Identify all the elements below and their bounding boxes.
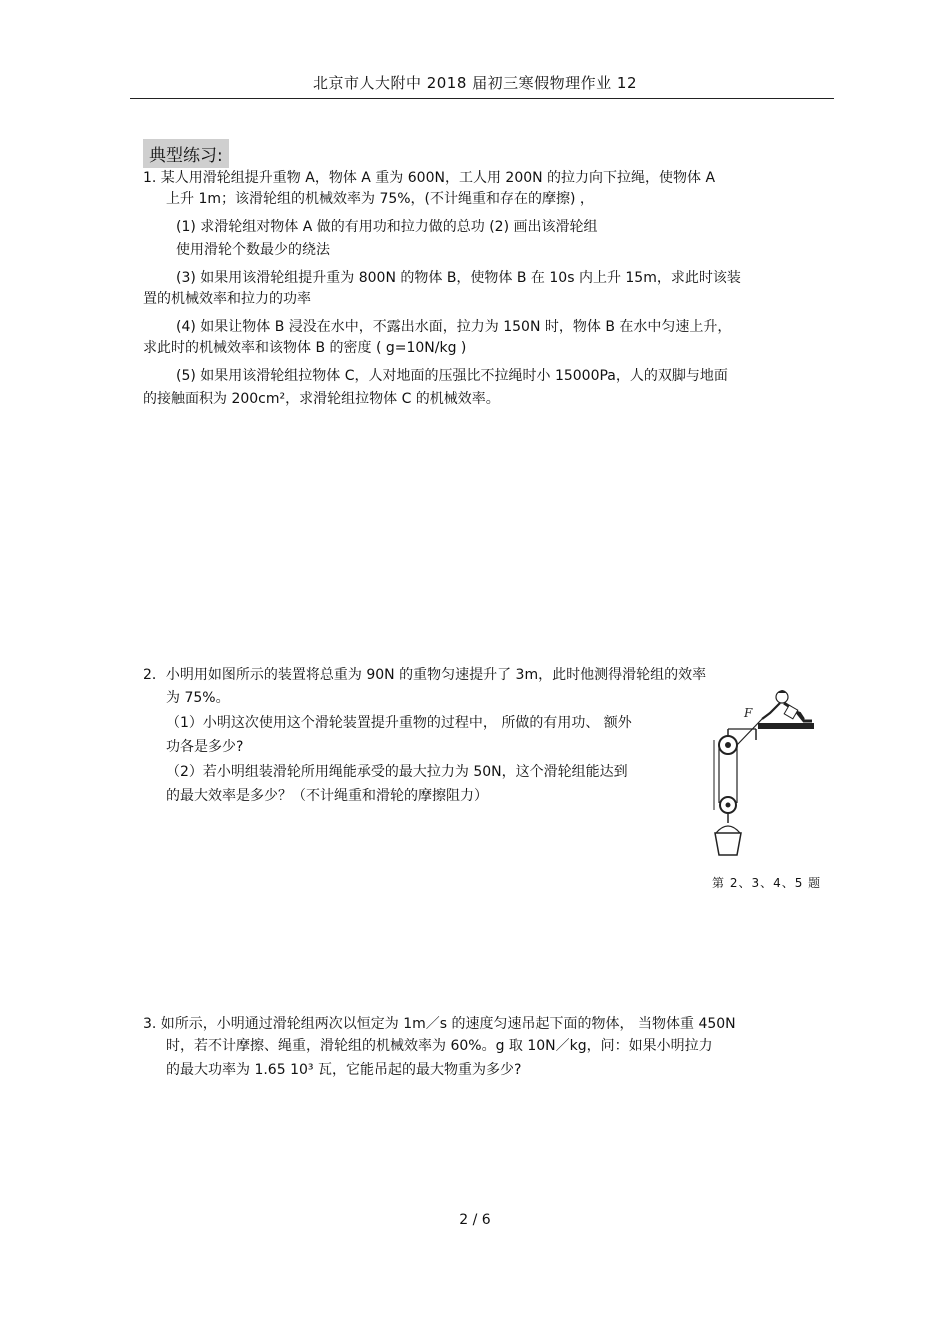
q1-line: 的接触面积为 200cm²，求滑轮组拉物体 C 的机械效率。 — [143, 391, 500, 407]
q1-line: 置的机械效率和拉力的功率 — [143, 291, 311, 307]
q2-line: （2）若小明组装滑轮所用绳能承受的最大拉力为 50N，这个滑轮组能达到 — [166, 764, 628, 780]
pulley-figure — [700, 685, 820, 865]
q2-line: 功各是多少? — [166, 739, 244, 755]
q3-line: 的最大功率为 1.65 10³ 瓦，它能吊起的最大物重为多少? — [166, 1062, 522, 1078]
q2-line: 的最大效率是多少？（不计绳重和滑轮的摩擦阻力） — [166, 788, 488, 804]
q2-line: （1）小明这次使用这个滑轮装置提升重物的过程中， 所做的有用功、 额外 — [166, 715, 632, 731]
q1-line: (4) 如果让物体 B 浸没在水中，不露出水面，拉力为 150N 时，物体 B 在水中匀速上升， — [176, 319, 732, 335]
bucket-icon — [715, 826, 741, 855]
q1-line: 使用滑轮个数最少的绕法 — [176, 242, 330, 258]
q1-line: (5) 如果用该滑轮组拉物体 C，人对地面的压强比不拉绳时小 15000Pa，人的双脚与地面 — [176, 368, 728, 384]
q1-line: (1) 求滑轮组对物体 A 做的有用功和拉力做的总功 (2) 画出该滑轮组 — [176, 219, 598, 235]
header-rule — [130, 98, 834, 99]
q2-line: 2．小明用如图所示的装置将总重为 90N 的重物匀速提升了 3m，此时他测得滑轮组的效率 — [143, 667, 707, 683]
page-number: 2 / 6 — [459, 1212, 491, 1228]
figure-caption: 第 2、3、4、5 题 — [712, 876, 822, 890]
movable-pulley — [720, 797, 736, 823]
q1-line: (3) 如果用该滑轮组提升重为 800N 的物体 B，使物体 B 在 10s 内上升 15m，求此时该装 — [176, 270, 741, 286]
force-label-f: F — [744, 706, 753, 720]
q1-line: 求此时的机械效率和该物体 B 的密度 ( g=10N/kg ) — [143, 340, 467, 356]
page-header: 北京市人大附中 2018 届初三寒假物理作业 12 — [312, 74, 638, 92]
q2-line: 为 75%。 — [166, 690, 230, 706]
q3-line: 3. 如所示，小明通过滑轮组两次以恒定为 1m／s 的速度匀速吊起下面的物体， 当物体重 450N — [143, 1016, 736, 1032]
platform — [758, 723, 814, 729]
q1-line: 1. 某人用滑轮组提升重物 A，物体 A 重为 600N，工人用 200N 的拉力向下拉绳，使物体 A — [143, 170, 716, 186]
q3-line: 时，若不计摩擦、绳重，滑轮组的机械效率为 60%。g 取 10N／kg，问：如果小明拉力 — [166, 1038, 713, 1054]
person-icon — [762, 690, 812, 721]
q1-line: 上升 1m；该滑轮组的机械效率为 75%，(不计绳重和存在的摩擦) ， — [166, 191, 594, 207]
section-title: 典型练习: — [143, 139, 229, 168]
